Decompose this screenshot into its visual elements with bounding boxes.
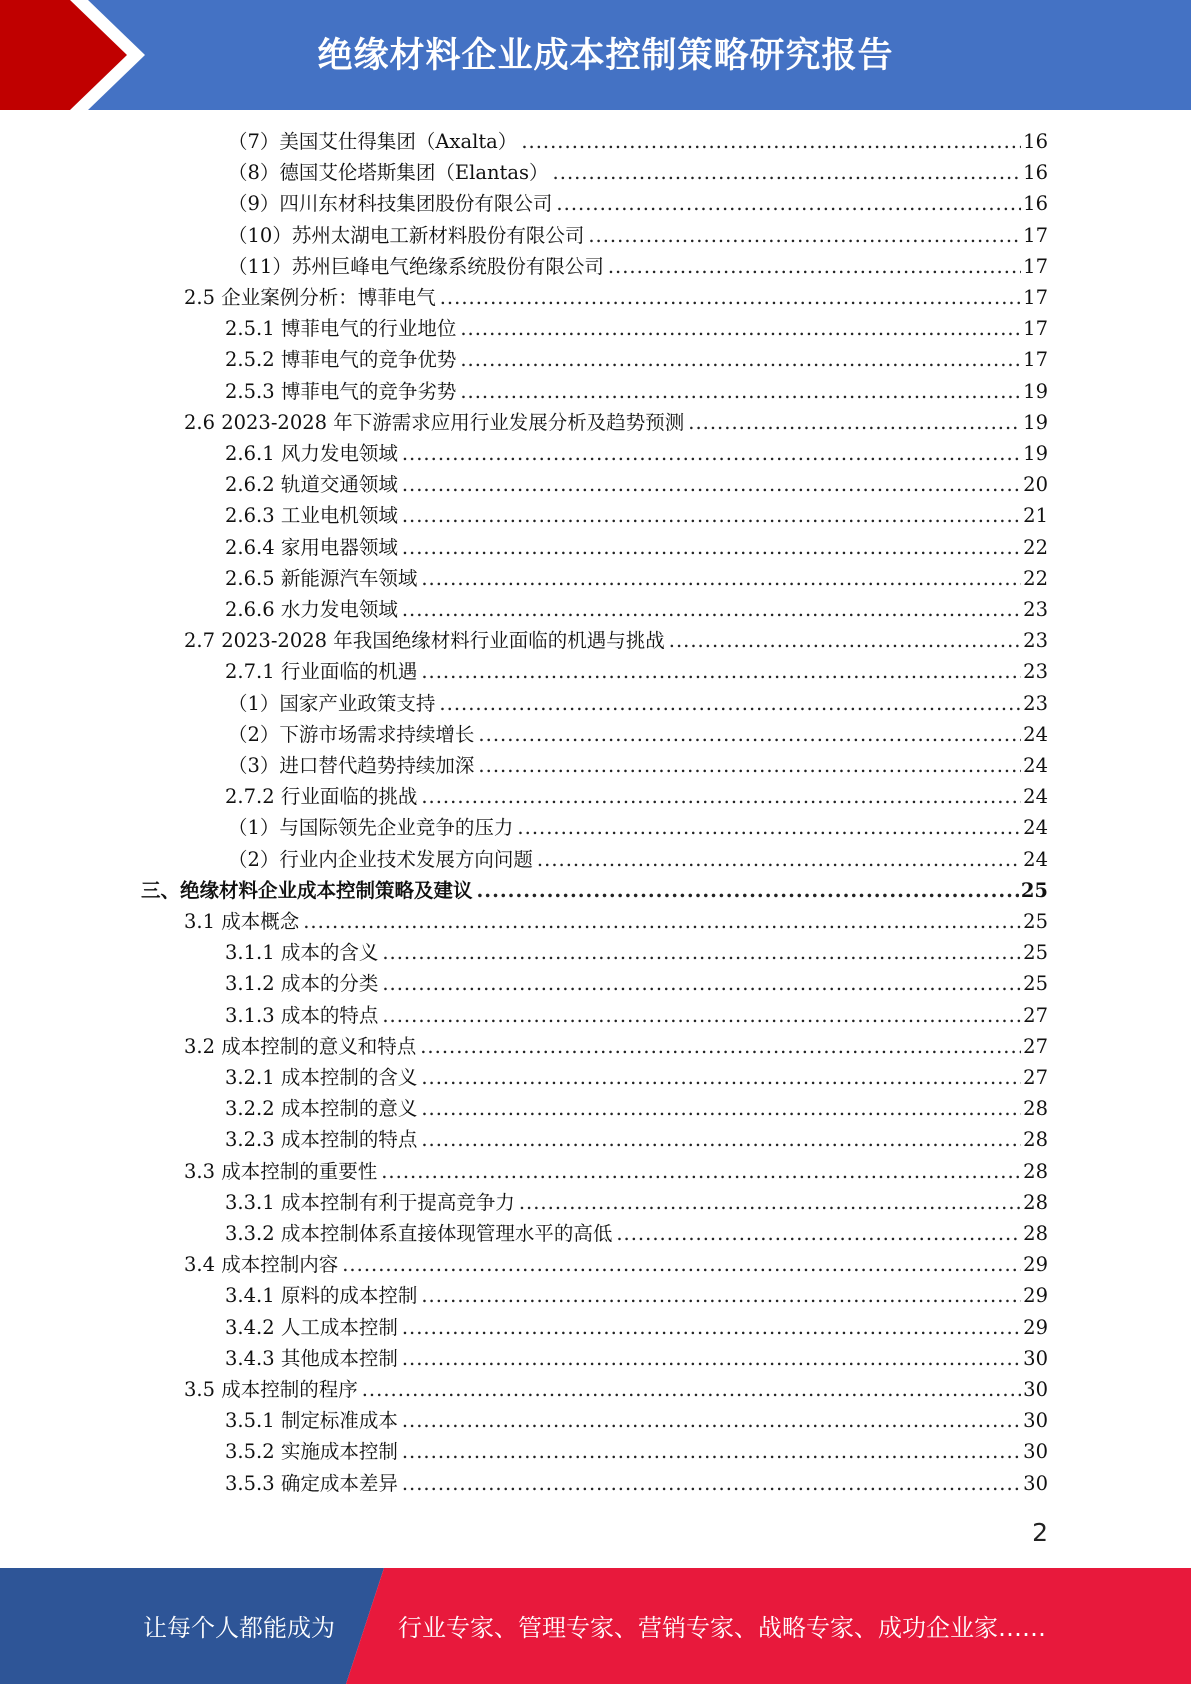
toc-entry-page: 24 [1023,722,1048,746]
toc-entry-page: 28 [1023,1097,1048,1121]
footer-slogan-left: 让每个人都能成为 [143,1614,335,1642]
toc-entry[interactable] [225,376,1048,407]
toc-entry-page: 30 [1023,1378,1048,1401]
toc-entry-label: 2.6 2023-2028 年下游需求应用行业发展分析及趋势预测 [184,407,688,438]
toc-leader-dots [342,1249,1021,1280]
toc-entry-page: 17 [1023,223,1048,247]
toc-entry[interactable] [225,438,1048,469]
toc-entry-page: 24 [1023,754,1048,777]
toc-entry[interactable] [225,563,1048,594]
toc-leader-dots [556,188,1021,219]
toc-leader-dots [402,1312,1021,1343]
toc-entry[interactable] [225,656,1048,687]
toc-entry-page: 22 [1023,566,1048,590]
toc-entry-label: 2.6.1 风力发电领域 [225,438,402,469]
toc-entry-label: 2.5 企业案例分析：博菲电气 [184,282,440,313]
toc-leader-dots [477,875,1019,906]
toc-entry[interactable] [184,906,1048,937]
toc-entry-label: 3.3 成本控制的重要性 [184,1156,381,1187]
toc-leader-dots [521,126,1021,157]
toc-entry-label: （2）行业内企业技术发展方向问题 [228,844,537,875]
toc-leader-dots [382,937,1021,968]
toc-leader-dots [382,1000,1021,1031]
toc-leader-dots [362,1374,1021,1405]
toc-entry-page: 29 [1023,1284,1048,1308]
toc-entry-page: 27 [1023,1003,1048,1027]
toc-entry-label: 3.4 成本控制内容 [184,1249,342,1280]
toc-leader-dots [519,1187,1021,1218]
toc-entry-label: 3.1.1 成本的含义 [225,937,382,968]
toc-entry-label: （1）国家产业政策支持 [228,688,439,719]
toc-entry-label: 3.1 成本概念 [184,906,303,937]
toc-entry-page: 21 [1023,504,1048,528]
toc-entry-label: （10）苏州太湖电工新材料股份有限公司 [228,220,588,251]
toc-leader-dots [381,1156,1021,1187]
toc-entry[interactable] [225,1343,1048,1374]
toc-entry[interactable] [225,937,1048,968]
toc-entry-label: 2.6.5 新能源汽车领域 [225,563,421,594]
toc-entry[interactable] [184,1249,1048,1280]
toc-leader-dots [402,532,1021,563]
toc-entry-label: 2.5.3 博菲电气的竞争劣势 [225,376,460,407]
toc-leader-dots [402,1468,1021,1499]
toc-entry-page: 16 [1023,192,1048,216]
toc-leader-dots [616,1218,1021,1249]
toc-entry-page: 16 [1023,130,1048,153]
toc-leader-dots [608,251,1021,282]
toc-entry-label: 3.3.1 成本控制有利于提高竞争力 [225,1187,519,1218]
toc-leader-dots [402,469,1021,500]
toc-entry-label: 3.5.1 制定标准成本 [225,1405,402,1436]
toc-entry-page: 24 [1023,816,1048,840]
toc-entry-page: 25 [1023,972,1048,996]
toc-entry-label: （2）下游市场需求持续增长 [228,719,478,750]
toc-entry[interactable] [184,407,1048,438]
toc-entry-page: 17 [1023,317,1048,341]
toc-leader-dots [421,1093,1021,1124]
toc-entry-label: 2.6.4 家用电器领域 [225,532,402,563]
toc-entry-label: 2.7.2 行业面临的挑战 [225,781,421,812]
toc-entry[interactable] [228,688,1048,719]
toc-entry-page: 17 [1023,254,1048,278]
toc-entry[interactable] [225,1124,1048,1155]
toc-entry-label: 3.2 成本控制的意义和特点 [184,1031,420,1062]
toc-entry-page: 27 [1023,1066,1048,1089]
toc-leader-dots [460,313,1021,344]
toc-leader-dots [460,344,1021,375]
toc-entry[interactable] [228,812,1048,843]
toc-entry-label: 2.6.2 轨道交通领域 [225,469,402,500]
toc-entry-label: 2.6.6 水力发电领域 [225,594,402,625]
toc-leader-dots [402,1436,1021,1467]
toc-entry-label: 3.2.3 成本控制的特点 [225,1124,421,1155]
toc-entry-label: 3.5.3 确定成本差异 [225,1468,402,1499]
toc-entry[interactable] [228,750,1048,781]
toc-entry-page: 25 [1023,941,1048,965]
toc-entry-page: 22 [1023,535,1048,559]
toc-entry-page: 23 [1023,598,1048,621]
toc-entry-page: 28 [1023,1190,1048,1214]
toc-entry-label: （9）四川东材科技集团股份有限公司 [228,188,556,219]
toc-entry[interactable] [228,157,1048,188]
toc-entry-page: 23 [1023,660,1048,684]
document-title: 绝缘材料企业成本控制策略研究报告 [317,36,894,76]
toc-leader-dots [421,1124,1021,1155]
toc-leader-dots [421,1062,1021,1093]
toc-entry-label: 3.2.2 成本控制的意义 [225,1093,421,1124]
toc-leader-dots [517,812,1021,843]
footer-slogan-right: 行业专家、管理专家、营销专家、战略专家、成功企业家…… [398,1614,1046,1642]
toc-entry[interactable] [225,1187,1048,1218]
toc-leader-dots [402,438,1021,469]
toc-entry-page: 30 [1023,1471,1048,1495]
toc-entry[interactable] [225,1468,1048,1499]
toc-entry[interactable] [225,781,1048,812]
toc-leader-dots [421,781,1021,812]
toc-entry-label: 2.5.1 博菲电气的行业地位 [225,313,460,344]
toc-leader-dots [669,625,1021,656]
toc-entry-page: 25 [1023,910,1048,933]
toc-entry-label: 3.1.3 成本的特点 [225,1000,382,1031]
toc-entry[interactable] [184,282,1048,313]
toc-entry-page: 30 [1023,1409,1048,1433]
toc-entry[interactable] [228,188,1048,219]
toc-entry-page: 19 [1023,442,1048,465]
toc-entry-page: 30 [1023,1346,1048,1370]
toc-leader-dots [303,906,1021,937]
toc-entry-page: 17 [1023,286,1048,309]
toc-entry[interactable] [225,1312,1048,1343]
toc-entry[interactable] [225,1218,1048,1249]
toc-leader-dots [402,500,1021,531]
toc-entry-label: 2.5.2 博菲电气的竞争优势 [225,344,460,375]
toc-entry[interactable] [225,469,1048,500]
toc-entry-label: 3.4.3 其他成本控制 [225,1343,402,1374]
toc-entry[interactable] [228,251,1048,282]
toc-leader-dots [439,688,1021,719]
toc-leader-dots [588,220,1021,251]
toc-leader-dots [402,1343,1021,1374]
toc-entry[interactable] [141,875,1048,906]
toc-entry[interactable] [184,1031,1048,1062]
toc-entry[interactable] [225,1000,1048,1031]
toc-entry-page: 19 [1023,379,1048,403]
toc-entry[interactable] [184,625,1048,656]
toc-entry-page: 29 [1023,1315,1048,1339]
toc-entry-label: （8）德国艾伦塔斯集团（Elantas） [228,157,553,188]
page-footer [0,1568,1191,1684]
toc-leader-dots [421,1280,1021,1311]
toc-entry[interactable] [225,968,1048,999]
toc-entry-page: 23 [1023,629,1048,653]
toc-entry[interactable] [228,844,1048,875]
toc-entry-label: （3）进口替代趋势持续加深 [228,750,478,781]
toc-entry-page: 20 [1023,473,1048,497]
toc-leader-dots [382,968,1021,999]
toc-entry-label: （7）美国艾仕得集团（Axalta） [228,126,521,157]
toc-entry-label: （11）苏州巨峰电气绝缘系统股份有限公司 [228,251,608,282]
toc-entry-label: 2.7.1 行业面临的机遇 [225,656,421,687]
toc-entry-page: 28 [1023,1222,1048,1245]
toc-entry[interactable] [225,1093,1048,1124]
toc-leader-dots [421,563,1021,594]
toc-entry-label: 三、绝缘材料企业成本控制策略及建议 [141,875,477,906]
toc-leader-dots [421,656,1021,687]
toc-entry-label: 3.5.2 实施成本控制 [225,1436,402,1467]
page-number: 2 [1032,1518,1048,1547]
toc-entry-label: （1）与国际领先企业竞争的压力 [228,812,517,843]
toc-entry[interactable] [225,594,1048,625]
toc-entry-page: 30 [1023,1440,1048,1464]
toc-leader-dots [420,1031,1021,1062]
toc-entry[interactable] [184,1374,1048,1405]
toc-entry[interactable] [225,1405,1048,1436]
toc-leader-dots [402,594,1021,625]
toc-entry[interactable] [225,532,1048,563]
toc-entry[interactable] [225,1280,1048,1311]
toc-entry[interactable] [228,126,1048,157]
toc-entry-page: 25 [1020,878,1048,902]
toc-entry-page: 19 [1023,410,1048,434]
toc-entry-label: 2.6.3 工业电机领域 [225,500,402,531]
toc-entry[interactable] [225,313,1048,344]
toc-leader-dots [440,282,1021,313]
toc-entry-page: 24 [1023,785,1048,809]
toc-entry-label: 3.3.2 成本控制体系直接体现管理水平的高低 [225,1218,616,1249]
toc-entry[interactable] [225,1062,1048,1093]
toc-entry[interactable] [225,1436,1048,1467]
toc-entry-label: 3.4.2 人工成本控制 [225,1312,402,1343]
toc-leader-dots [478,719,1021,750]
toc-entry-page: 17 [1023,348,1048,372]
toc-entry-label: 3.4.1 原料的成本控制 [225,1280,421,1311]
toc-leader-dots [537,844,1021,875]
toc-entry-label: 3.2.1 成本控制的含义 [225,1062,421,1093]
toc-entry-page: 16 [1023,161,1048,185]
toc-entry[interactable] [184,1156,1048,1187]
toc-entry[interactable] [225,344,1048,375]
toc-leader-dots [460,376,1021,407]
toc-leader-dots [478,750,1021,781]
toc-leader-dots [553,157,1022,188]
toc-entry-page: 28 [1023,1159,1048,1183]
toc-entry[interactable] [228,220,1048,251]
page-header [0,0,1191,110]
toc-entry-page: 29 [1023,1253,1048,1277]
toc-entry-page: 24 [1023,847,1048,871]
toc-entry-page: 28 [1023,1128,1048,1152]
toc-entry-label: 3.1.2 成本的分类 [225,968,382,999]
toc-entry-page: 23 [1023,691,1048,715]
toc-entry-label: 2.7 2023-2028 年我国绝缘材料行业面临的机遇与挑战 [184,625,669,656]
toc-entry-label: 3.5 成本控制的程序 [184,1374,362,1405]
toc-entry[interactable] [228,719,1048,750]
toc-entry-page: 27 [1023,1034,1048,1058]
toc-entry[interactable] [225,500,1048,531]
toc-leader-dots [688,407,1021,438]
toc-leader-dots [402,1405,1021,1436]
